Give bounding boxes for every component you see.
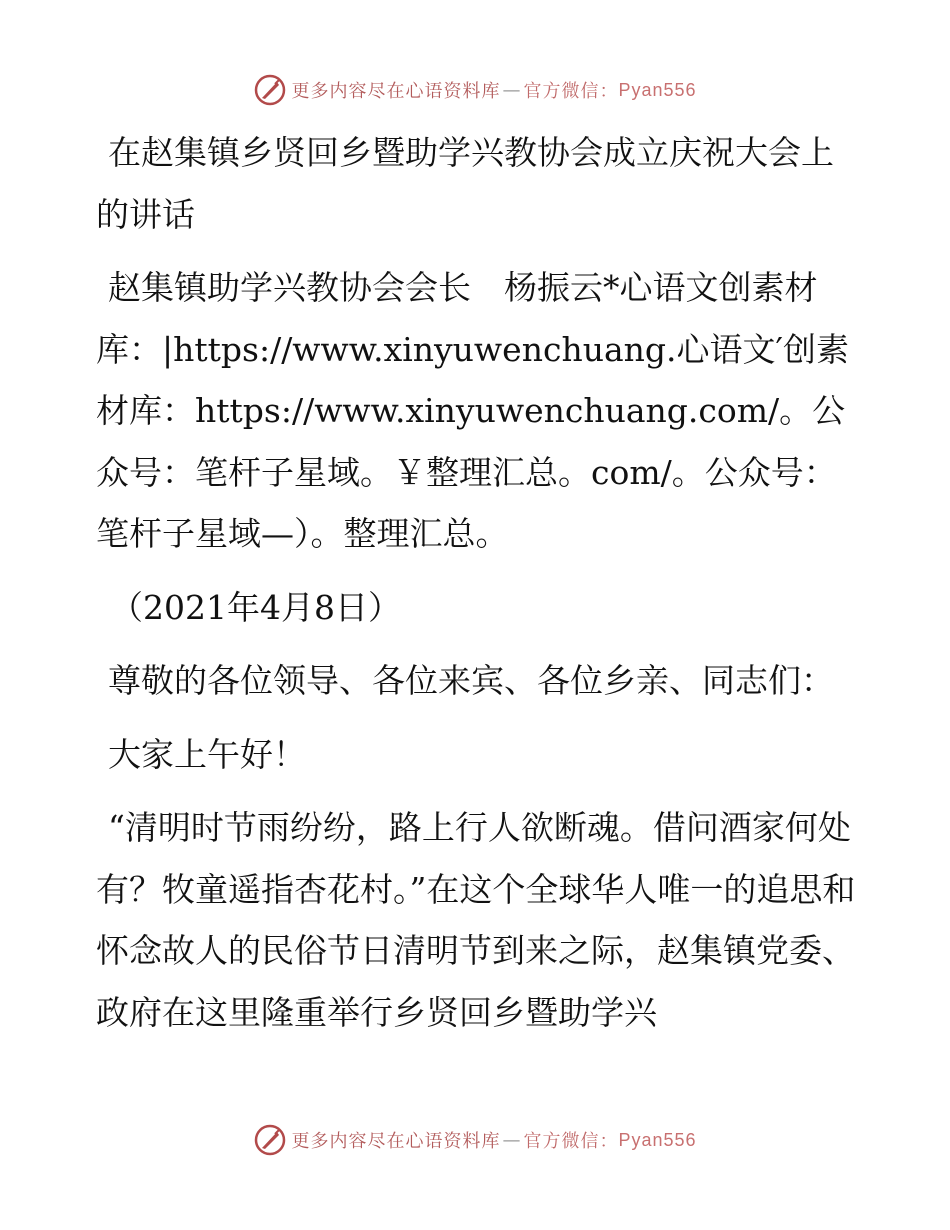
watermark-banner-top <box>0 70 950 110</box>
watermark-banner-bottom <box>0 1120 950 1160</box>
banner-wechat-label: 官方微信： <box>523 81 619 102</box>
speech-date: （2021年4月8日） <box>110 587 401 627</box>
body-paragraph: “清明时节雨纷纷，路上行人欲断魂。借问酒家何处有？牧童遥指杏花村。”在这个全球华人唯一的追思和怀念故人的民俗节日清明节到来之际，赵集镇党委、政府在这里隆重举行乡贤回乡暨助学兴 <box>96 808 856 1032</box>
banner-account: Pyan556 <box>618 79 697 100</box>
banner-separator: — <box>502 79 522 101</box>
feather-pen-logo-icon <box>253 73 287 107</box>
salutation: 尊敬的各位领导、各位来宾、各位乡亲、同志们： <box>108 661 834 700</box>
banner-account: Pyan556 <box>618 1129 697 1150</box>
banner-wechat-label: 官方微信： <box>523 1131 619 1152</box>
banner-text: 更多内容尽在心语资料库 <box>291 1131 501 1152</box>
greeting: 大家上午好！ <box>108 734 306 774</box>
document-body <box>96 122 856 1055</box>
document-title: 在赵集镇乡贤回乡暨助学兴教协会成立庆祝大会上的讲话 <box>96 133 834 234</box>
banner-text: 更多内容尽在心语资料库 <box>291 81 501 102</box>
feather-pen-logo-icon <box>253 1123 287 1157</box>
banner-separator: — <box>502 1129 522 1151</box>
author-line: 赵集镇助学兴教协会会长 杨振云*心语文创素材库：|https://www.xinyuwenchuang.心语文′创素材库：https://www.xinyuwenchuang.com/。公众号：笔杆子星域。￥整理汇总。com/。公众号：笔杆子星域—）。整理汇总。 <box>96 268 849 553</box>
